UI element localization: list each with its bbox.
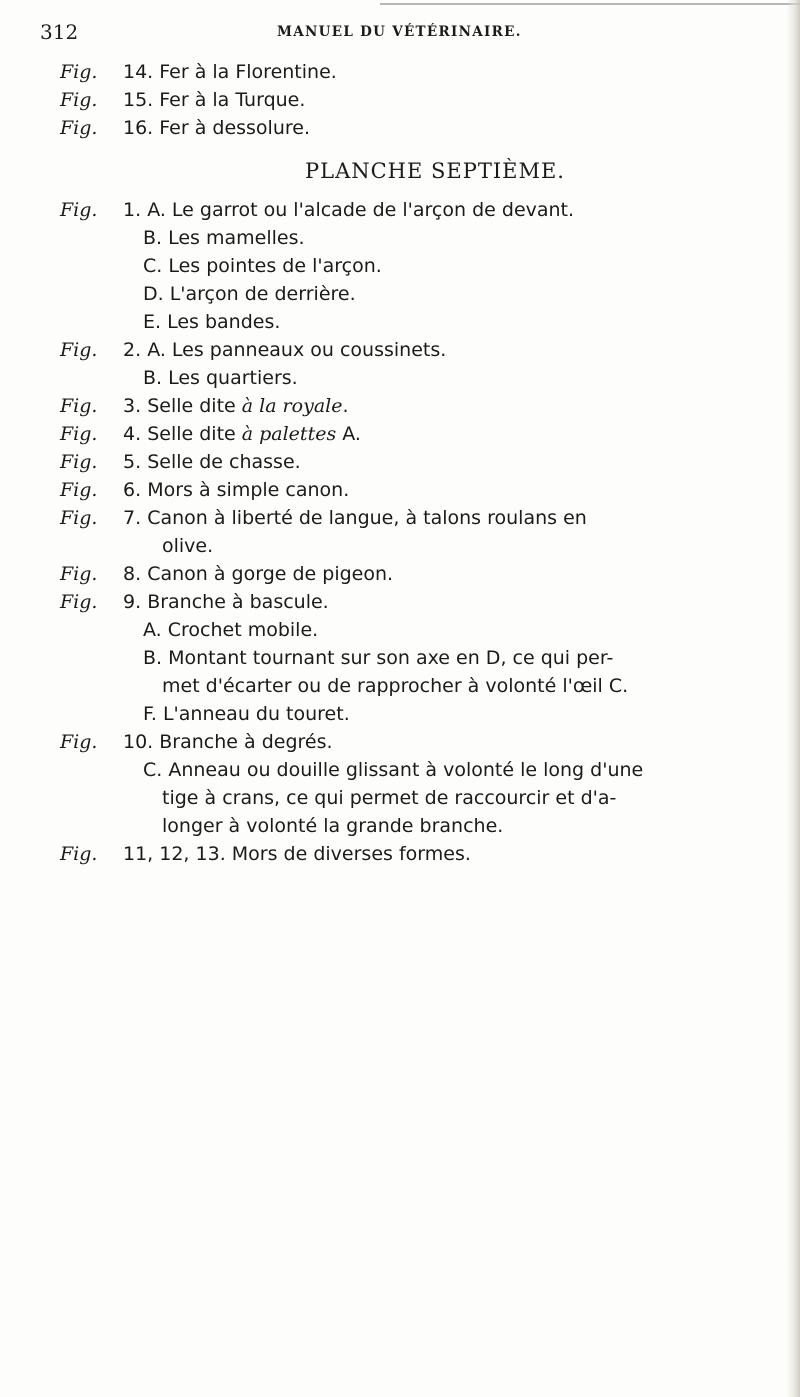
fig-number: 16. <box>123 117 154 139</box>
fig-entry-8 <box>60 560 770 588</box>
fig-entry-16 <box>60 114 770 142</box>
fig-item: E. Les bandes. <box>143 311 281 333</box>
fig-entry-7 <box>60 504 770 532</box>
fig-entry-5 <box>60 448 770 476</box>
fig-number: 8. <box>123 563 142 585</box>
fig-item-line <box>60 644 770 672</box>
fig-number: 3. <box>123 395 142 417</box>
page-edge-shadow <box>786 0 800 1397</box>
fig-label: Fig. <box>60 507 98 529</box>
fig-label: Fig. <box>60 451 98 473</box>
fig-caption-continuation: olive. <box>162 535 214 557</box>
fig-number: 1. <box>123 199 142 221</box>
fig-item-continuation: tige à crans, ce qui permet de raccourcir et d'a- <box>162 787 617 809</box>
fig-item-line <box>60 672 770 700</box>
fig-item: A. Le garrot ou l'alcade de l'arçon de devant. <box>147 199 575 221</box>
fig-caption: Mors de diverses formes. <box>231 843 471 865</box>
fig-caption: Fer à la Florentine. <box>159 61 337 83</box>
fig-item-line <box>60 784 770 812</box>
fig-entry-4: Fig. 4. Selle dite à palettes A. <box>60 420 770 448</box>
fig-entry-3: Fig. 3. Selle dite à la royale. <box>60 392 770 420</box>
fig-label: Fig. <box>60 117 98 139</box>
fig-entry-11-13 <box>60 840 770 868</box>
fig-item-continuation: met d'écarter ou de rapprocher à volonté l'œil C. <box>162 675 629 697</box>
fig-caption-italic: à palettes <box>241 423 337 445</box>
fig-number: 6. <box>123 479 142 501</box>
fig-item: A. Crochet mobile. <box>143 619 319 641</box>
body-text <box>60 58 770 868</box>
fig-label: Fig. <box>60 423 98 445</box>
fig-number: 7. <box>123 507 142 529</box>
fig-caption: Mors à simple canon. <box>147 479 350 501</box>
page-number: 312 <box>40 20 79 44</box>
fig-item: F. L'anneau du touret. <box>143 703 350 725</box>
fig-number: 14. <box>123 61 154 83</box>
fig-caption: Selle de chasse. <box>147 451 301 473</box>
fig-number: 4. <box>123 423 142 445</box>
fig-caption: Fer à dessolure. <box>159 117 310 139</box>
fig-number: 15. <box>123 89 154 111</box>
top-rule <box>380 3 800 5</box>
fig-item-continuation: longer à volonté la grande branche. <box>162 815 504 837</box>
fig-label: Fig. <box>60 395 98 417</box>
fig-number: 9. <box>123 591 142 613</box>
fig-item: B. Montant tournant sur son axe en D, ce qui per- <box>143 647 614 669</box>
fig-item-line <box>60 252 770 280</box>
fig-label: Fig. <box>60 563 98 585</box>
fig-caption: Canon à gorge de pigeon. <box>147 563 394 585</box>
fig-item: C. Anneau ou douille glissant à volonté le long d'une <box>143 759 644 781</box>
fig-number: 11, 12, 13. <box>123 843 226 865</box>
fig-label: Fig. <box>60 843 98 865</box>
page-header <box>40 18 785 46</box>
fig-caption: Canon à liberté de langue, à talons roulans en <box>147 507 587 529</box>
running-head: MANUEL DU VÉTÉRINAIRE. <box>277 24 522 40</box>
fig-entry-6 <box>60 476 770 504</box>
fig-item-line <box>60 616 770 644</box>
fig-label: Fig. <box>60 731 98 753</box>
fig-item: B. Les quartiers. <box>143 367 298 389</box>
fig-entry-15 <box>60 86 770 114</box>
fig-entry-9 <box>60 588 770 616</box>
fig-entry-2 <box>60 336 770 364</box>
fig-number: 5. <box>123 451 142 473</box>
fig-entry-14 <box>60 58 770 86</box>
section-heading: PLANCHE SEPTIÈME. <box>305 159 565 183</box>
fig-item-line <box>60 308 770 336</box>
fig-caption: Fer à la Turque. <box>159 89 306 111</box>
fig-item: C. Les pointes de l'arçon. <box>143 255 382 277</box>
fig-continuation-line <box>60 532 770 560</box>
fig-item: D. L'arçon de derrière. <box>143 283 356 305</box>
fig-item-line <box>60 756 770 784</box>
fig-caption: Selle dite <box>147 395 242 417</box>
fig-label: Fig. <box>60 591 98 613</box>
fig-item-line <box>60 700 770 728</box>
fig-label: Fig. <box>60 61 98 83</box>
fig-label: Fig. <box>60 339 98 361</box>
fig-item: B. Les mamelles. <box>143 227 305 249</box>
fig-caption-italic: à la royale <box>241 395 343 417</box>
fig-caption: Branche à bascule. <box>147 591 329 613</box>
fig-label: Fig. <box>60 479 98 501</box>
fig-item-line <box>60 364 770 392</box>
fig-entry-1 <box>60 196 770 224</box>
fig-number: 10. <box>123 731 154 753</box>
fig-item-line <box>60 280 770 308</box>
fig-caption: Branche à degrés. <box>159 731 333 753</box>
fig-label: Fig. <box>60 89 98 111</box>
fig-entry-10 <box>60 728 770 756</box>
fig-caption: Selle dite <box>147 423 242 445</box>
fig-item-line <box>60 224 770 252</box>
fig-number: 2. <box>123 339 142 361</box>
fig-label: Fig. <box>60 199 98 221</box>
fig-item-line <box>60 812 770 840</box>
fig-item: A. Les panneaux ou coussinets. <box>147 339 447 361</box>
